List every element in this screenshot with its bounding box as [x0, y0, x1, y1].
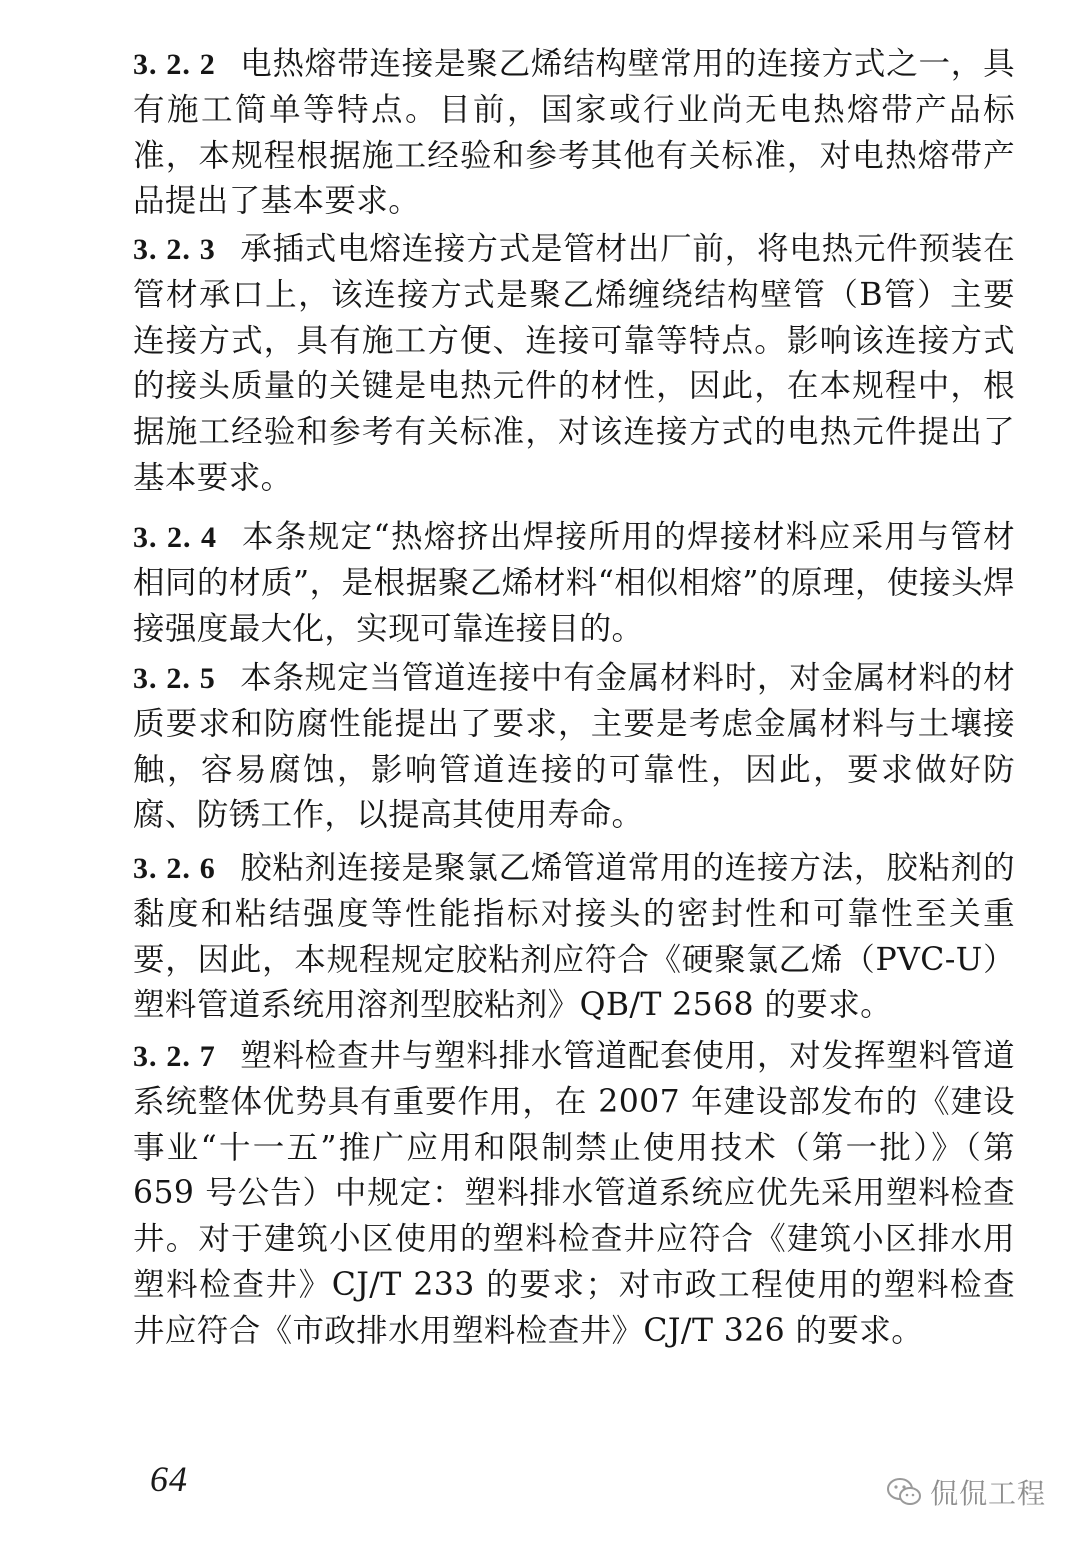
clause-text: 塑料检查井与塑料排水管道配套使用，对发挥塑料管道系统整体优势具有重要作用，在 2007 年建设部发布的《建设事业“十一五”推广应用和限制禁止使用技术（第一批）》（第 659 号公告）中规定：塑料排水管道系统应优先采用塑料检查井。对于建筑小区使用的塑料检查井应符合《建筑小区排水用塑料检查井》CJ/T 233 的要求；对市政工程使用的塑料检查井应符合《市政排水用塑料检查井》CJ/T 326 的要求。 — [133, 1038, 1016, 1349]
watermark-text: 侃侃工程 — [929, 1477, 1046, 1510]
clause-text: 胶粘剂连接是聚氯乙烯管道常用的连接方法，胶粘剂的黏度和粘结强度等性能指标对接头的密封性和可靠性至关重要，因此，本规程规定胶粘剂应符合《硬聚氯乙烯（PVC-U）塑料管道系统用溶剂型胶粘剂》QB/T 2568 的要求。 — [133, 850, 1016, 1024]
clause-3-2-6 — [133, 846, 1015, 1029]
clause-3-2-4 — [133, 515, 1015, 652]
clause-number: 3. 2. 4 — [133, 521, 217, 554]
clause-text: 本条规定当管道连接中有金属材料时，对金属材料的材质要求和防腐性能提出了要求，主要是考虑金属材料与土壤接触，容易腐蚀，影响管道连接的可靠性，因此，要求做好防腐、防锈工作，以提高其使用寿命。 — [133, 660, 1016, 834]
page-number: 64 — [150, 1459, 188, 1499]
clause-text: 承插式电熔连接方式是管材出厂前，将电热元件预装在管材承口上，该连接方式是聚乙烯缠绕结构壁管（B管）主要连接方式，具有施工方便、连接可靠等特点。影响该连接方式的接头质量的关键是电热元件的材性，因此，在本规程中，根据施工经验和参考有关标准，对该连接方式的电热元件提出了基本要求。 — [133, 231, 1016, 496]
clause-text: 本条规定“热熔挤出焊接所用的焊接材料应采用与管材相同的材质”，是根据聚乙烯材料“相似相熔”的原理，使接头焊接强度最大化，实现可靠连接目的。 — [133, 519, 1015, 647]
watermark — [886, 1472, 1046, 1512]
wechat-icon — [886, 1476, 922, 1508]
clause-3-2-3 — [133, 227, 1015, 502]
clause-number: 3. 2. 6 — [133, 852, 216, 885]
clause-text: 电热熔带连接是聚乙烯结构壁常用的连接方式之一，具有施工简单等特点。目前，国家或行业尚无电热熔带产品标准，本规程根据施工经验和参考其他有关标准，对电热熔带产品提出了基本要求。 — [133, 46, 1016, 220]
clause-number: 3. 2. 7 — [133, 1040, 216, 1073]
clause-number: 3. 2. 5 — [133, 662, 216, 695]
clause-3-2-7 — [133, 1034, 1015, 1355]
clause-3-2-2 — [133, 42, 1015, 225]
clause-number: 3. 2. 2 — [133, 48, 216, 81]
clause-number: 3. 2. 3 — [133, 233, 216, 266]
clause-3-2-5 — [133, 656, 1015, 839]
